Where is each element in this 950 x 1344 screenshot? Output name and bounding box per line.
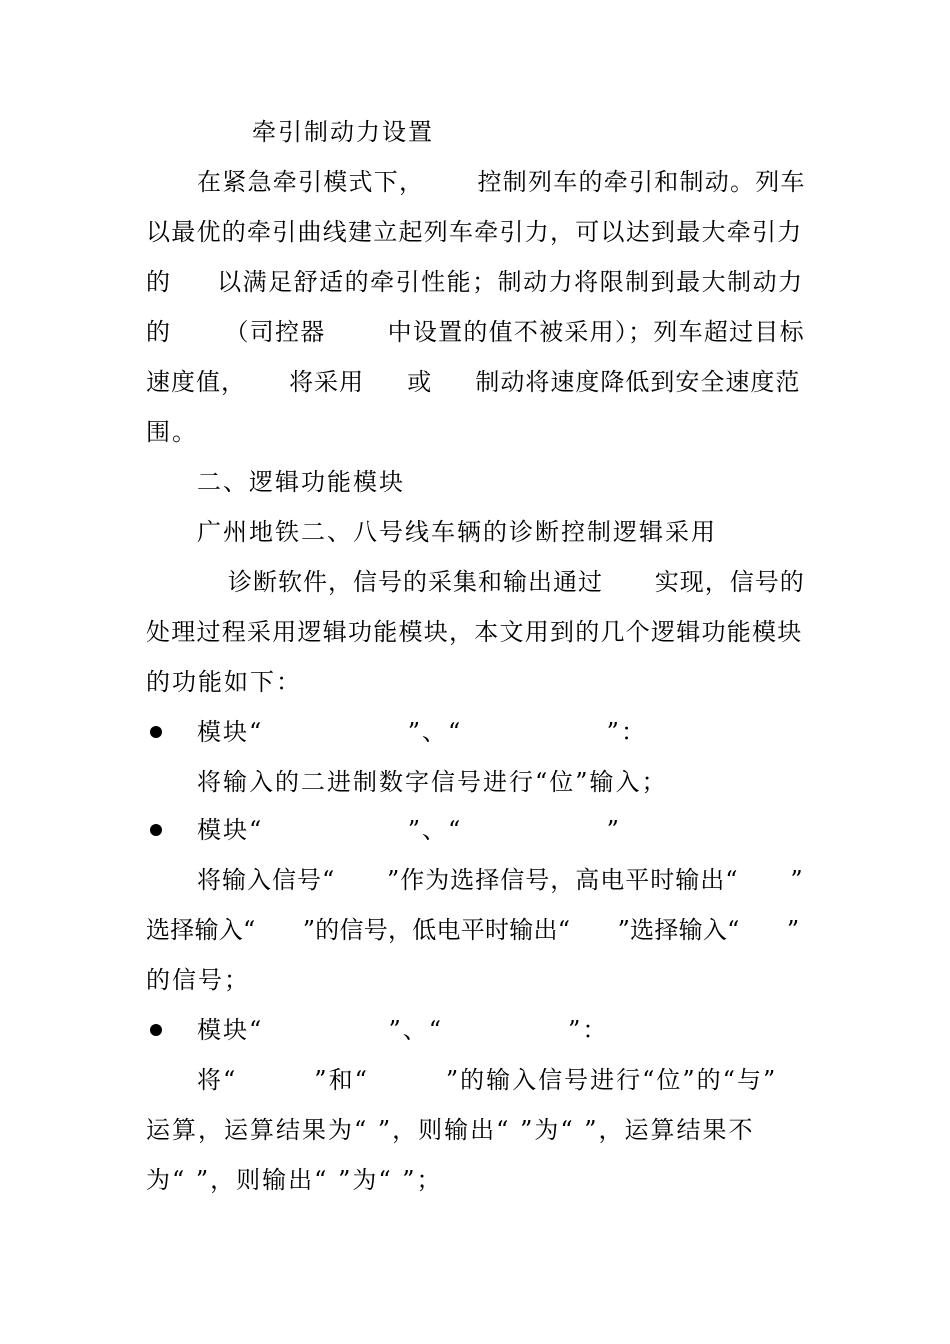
module-description: 将输入的二进制数字信号进行“位”输入； — [197, 768, 668, 796]
section-heading: 牵引制动力设置 — [252, 118, 434, 146]
bullet-icon — [150, 1024, 162, 1036]
paragraph-line: 广州地铁二、八号线车辆的诊断控制逻辑采用 — [197, 518, 717, 546]
paragraph-line: 围。 — [146, 418, 198, 446]
bullet-icon — [150, 726, 162, 738]
module-description: 的信号； — [146, 966, 250, 994]
section-title: 二、逻辑功能模块 — [197, 468, 405, 496]
paragraph-line: 速度值， 将采用 或 制动将速度降低到安全速度范 — [146, 368, 801, 396]
module-description: 将“ ”和“ ”的输入信号进行“位”的“与” — [197, 1066, 778, 1094]
paragraph-line: 的 以满足舒适的牵引性能；制动力将限制到最大制动力 — [146, 268, 804, 296]
module-label: 模块“ ”、“ ” — [197, 816, 621, 844]
module-description: 为“ ”，则输出“ ”为“ ”； — [146, 1166, 443, 1194]
paragraph-line: 的 （司控器 中设置的值不被采用）；列车超过目标 — [146, 318, 805, 346]
paragraph-line: 的功能如下： — [146, 668, 302, 696]
module-label: 模块“ ”、“ ”： — [197, 1016, 609, 1044]
paragraph-line: 处理过程采用逻辑功能模块，本文用到的几个逻辑功能模块 — [146, 618, 803, 646]
module-description: 将输入信号“ ”作为选择信号，高电平时输出“ ” — [197, 866, 804, 894]
paragraph-line: 在紧急牵引模式下， 控制列车的牵引和制动。列车 — [197, 168, 806, 196]
module-description: 运算，运算结果为“ ”，则输出“ ”为“ ”，运算结果不 — [146, 1116, 755, 1144]
module-label: 模块“ ”、“ ”： — [197, 718, 647, 746]
bullet-icon — [150, 824, 162, 836]
paragraph-line: 诊断软件，信号的采集和输出通过 实现，信号的 — [228, 568, 805, 596]
module-description: 选择输入“ ”的信号，低电平时输出“ ”选择输入“ ” — [146, 916, 800, 944]
paragraph-line: 以最优的牵引曲线建立起列车牵引力，可以达到最大牵引力 — [146, 218, 803, 246]
